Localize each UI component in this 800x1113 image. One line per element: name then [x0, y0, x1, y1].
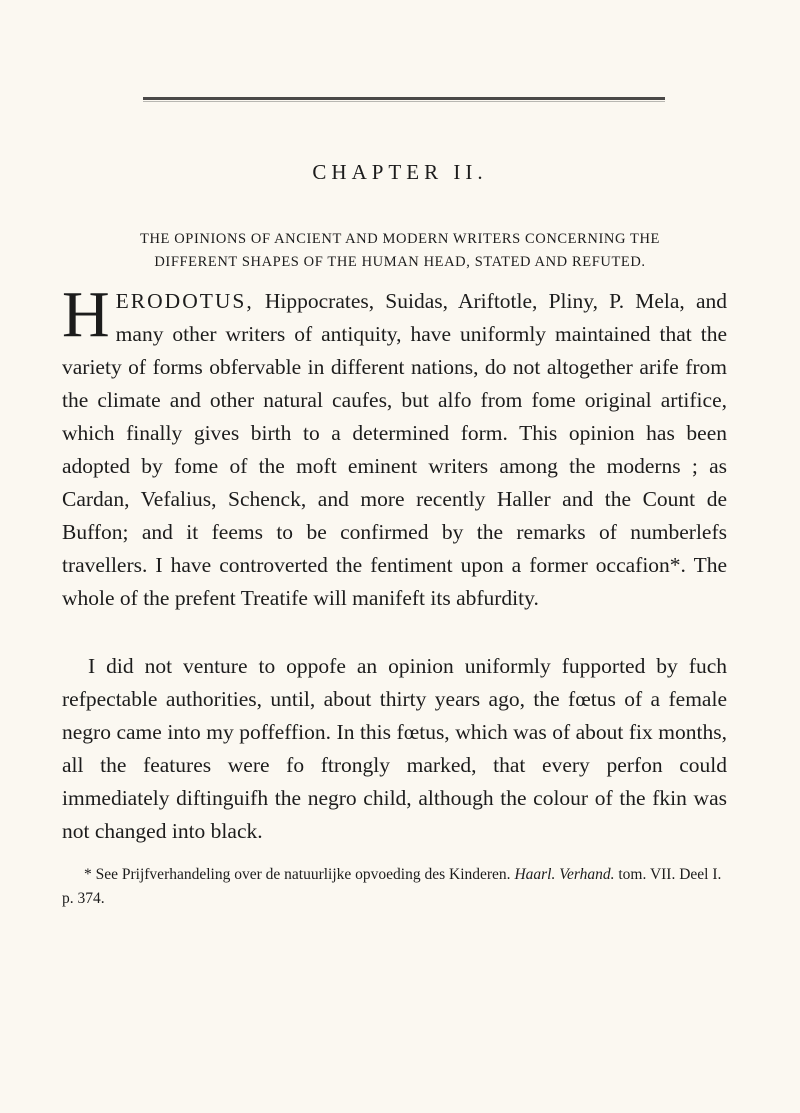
paragraph-1 — [62, 278, 727, 615]
header-rule — [143, 97, 665, 100]
footnote-marker: * — [84, 866, 92, 883]
footnote-text: See Prijfverhandeling over de natuurlijke opvoeding des Kinderen. — [91, 866, 515, 883]
lead-word: ERODOTUS, — [115, 289, 254, 313]
footnote — [62, 863, 727, 911]
subtitle-line-2: DIFFERENT SHAPES OF THE HUMAN HEAD, STATED AND REFUTED. — [154, 254, 646, 270]
paragraph-1-text: Hippocrates, Suidas, Ariftotle, Pliny, P. Mela, and many other writers of antiquity, have uniformly maintained that the variety of forms obfervable in different nations, do not altogether arife from the climate and other natural caufes, but alfo from fome original artifice, which finally gives birth to a determined form. This opinion has been adopted by fome of the moft eminent writers among the moderns ; as Cardan, Vefalius, Schenck, and more recently Haller and the Count de Buffon; and it feems to be confirmed by the remarks of numberlefs travellers. I have controverted the fentiment upon a former occafion*. The whole of the prefent Treatife will manifeft its abfurdity. — [62, 289, 727, 610]
paragraph-2: I did not venture to oppofe an opinion uniformly fupported by fuch refpectable authorities, until, about thirty years ago, the fœtus of a female negro came into my poffeffion. In this fœtus, which was of about fix months, all the features were fo ftrongly marked, that every perfon could immediately diftinguifh the negro child, although the colour of the fkin was not changed into black. — [62, 654, 727, 843]
footnote-citation: Haarl. Verhand. — [514, 866, 615, 883]
header-rule-thin — [143, 101, 665, 102]
drop-cap: H — [62, 278, 110, 351]
footnote-tail: tom. VII. Deel I. p. 374. — [62, 866, 722, 907]
subtitle-line-1: THE OPINIONS OF ANCIENT AND MODERN WRITERS CONCERNING THE — [140, 231, 660, 247]
chapter-heading: CHAPTER II. — [312, 160, 488, 184]
chapter-subtitle — [82, 228, 718, 274]
